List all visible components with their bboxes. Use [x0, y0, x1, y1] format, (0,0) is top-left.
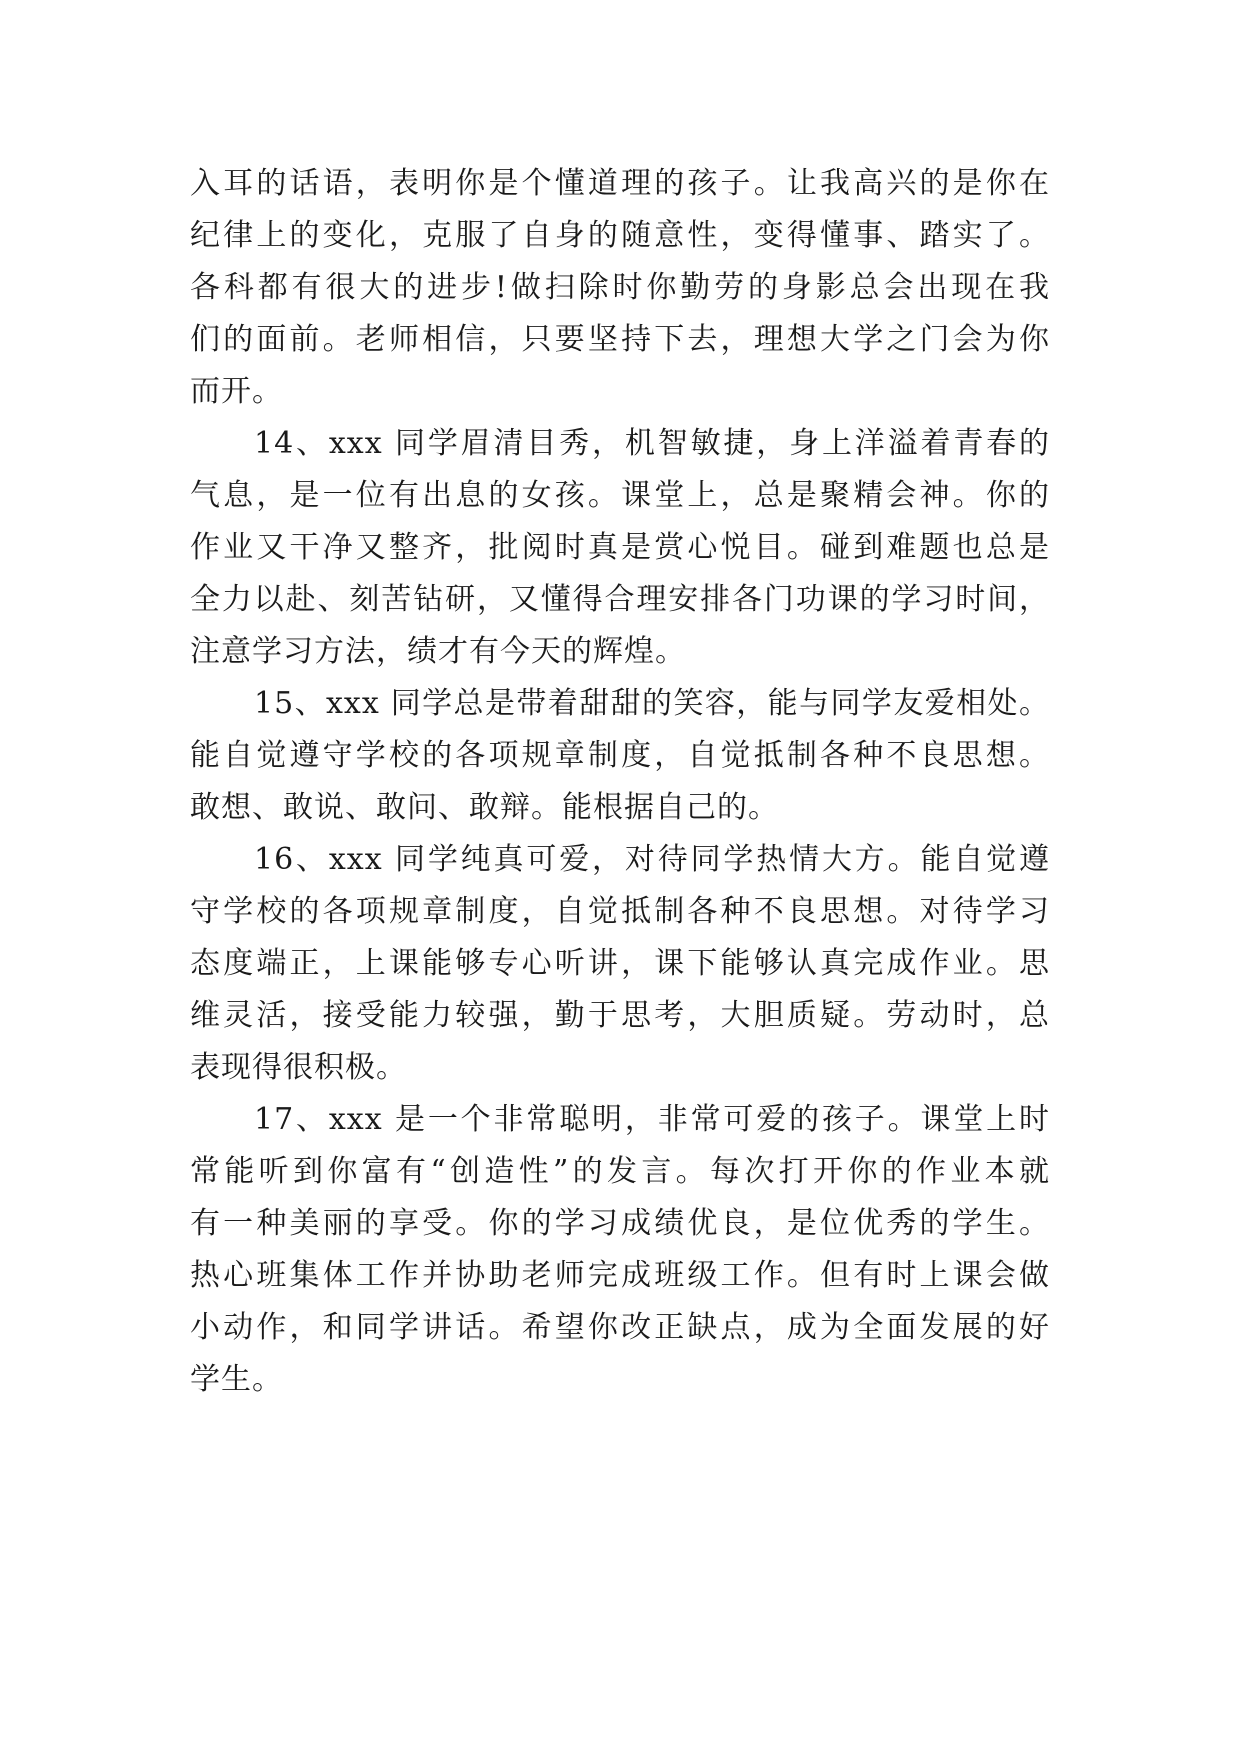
text-line: 有一种美丽的享受。你的学习成绩优良，是位优秀的学生。: [190, 1206, 1050, 1241]
paragraph-15: [190, 678, 1050, 834]
text-line: 们的面前。老师相信，只要坚持下去，理想大学之门会为你: [190, 322, 1050, 357]
text-line: 小动作，和同学讲话。希望你改正缺点，成为全面发展的好: [190, 1310, 1050, 1345]
text-line: 表现得很积极。: [190, 1050, 407, 1085]
text-line: 各科都有很大的进步!做扫除时你勤劳的身影总会出现在我: [190, 270, 1050, 305]
text-line: 16、xxx 同学纯真可爱，对待同学热情大方。能自觉遵: [254, 842, 1050, 877]
paragraph-16: [190, 834, 1050, 1094]
text-line: 全力以赴、刻苦钻研，又懂得合理安排各门功课的学习时间，: [190, 582, 1050, 617]
paragraph-17: [190, 1094, 1050, 1406]
text-line: 作业又干净又整齐，批阅时真是赏心悦目。碰到难题也总是: [190, 530, 1050, 565]
text-line: 15、xxx 同学总是带着甜甜的笑容，能与同学友爱相处。: [254, 686, 1050, 721]
text-line: 入耳的话语，表明你是个懂道理的孩子。让我高兴的是你在: [190, 166, 1050, 201]
text-line: 气息，是一位有出息的女孩。课堂上，总是聚精会神。你的: [190, 478, 1050, 513]
text-line: 热心班集体工作并协助老师完成班级工作。但有时上课会做: [190, 1258, 1050, 1293]
text-line: 纪律上的变化，克服了自身的随意性，变得懂事、踏实了。: [190, 218, 1050, 253]
paragraph-14: [190, 418, 1050, 678]
text-line: 14、xxx 同学眉清目秀，机智敏捷，身上洋溢着青春的: [254, 426, 1050, 461]
text-line: 而开。: [190, 374, 283, 409]
text-line: 17、xxx 是一个非常聪明，非常可爱的孩子。课堂上时: [254, 1102, 1050, 1137]
document-page: [190, 158, 1050, 1406]
text-line: 常能听到你富有“创造性”的发言。每次打开你的作业本就: [190, 1154, 1050, 1189]
text-line: 维灵活，接受能力较强，勤于思考，大胆质疑。劳动时，总: [190, 998, 1050, 1033]
text-line: 敢想、敢说、敢问、敢辩。能根据自己的。: [190, 790, 779, 825]
text-line: 守学校的各项规章制度，自觉抵制各种不良思想。对待学习: [190, 894, 1050, 929]
text-line: 注意学习方法，绩才有今天的辉煌。: [190, 634, 686, 669]
text-line: 学生。: [190, 1362, 283, 1397]
text-line: 能自觉遵守学校的各项规章制度，自觉抵制各种不良思想。: [190, 738, 1050, 773]
paragraph-13-continued: [190, 158, 1050, 418]
text-line: 态度端正，上课能够专心听讲，课下能够认真完成作业。思: [190, 946, 1050, 981]
